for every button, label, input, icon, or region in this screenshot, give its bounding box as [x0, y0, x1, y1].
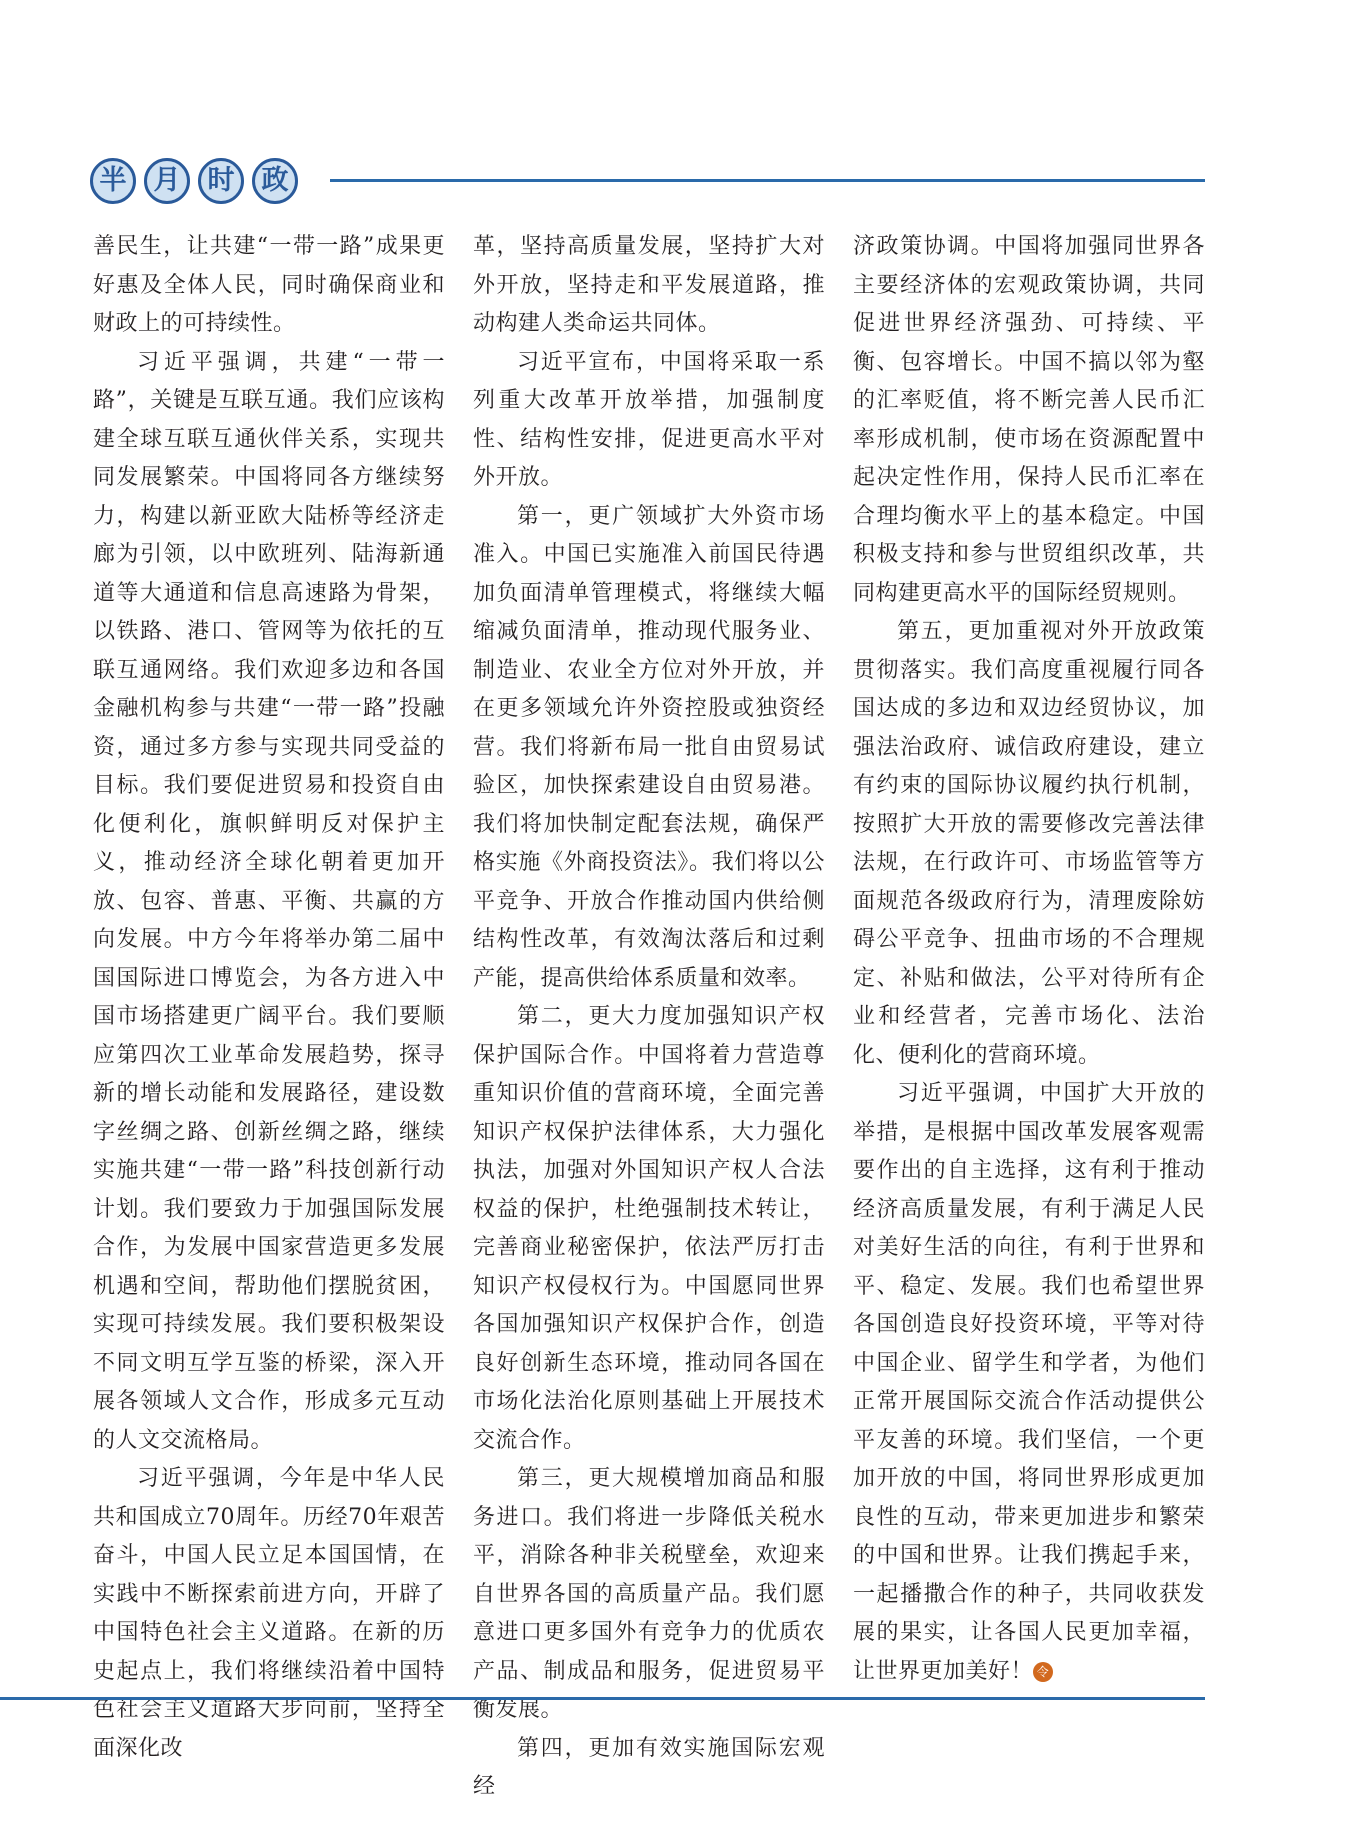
text-column-3 [853, 228, 1205, 1691]
paragraph: 第四，更加有效实施国际宏观经 [473, 1735, 825, 1799]
paragraph: 第一，更广领域扩大外资市场准入。中国已实施准入前国民待遇加负面清单管理模式，将继续大幅缩减负面清单，推动现代服务业、制造业、农业全方位对外开放，并在更多领域允许外资控股或独资经营。我们将新布局一批自由贸易试验区，加快探索建设自由贸易港。我们将加快制定配套法规，确保严格实施《外商投资法》。我们将以公平竞争、开放合作推动国内供给侧结构性改革，有效淘汰落后和过剩产能，提高供给体系质量和效率。 [473, 503, 825, 991]
paragraph: 革，坚持高质量发展，坚持扩大对外开放，坚持走和平发展道路，推动构建人类命运共同体。 [473, 234, 825, 336]
paragraph-text: 习近平强调，中国扩大开放的举措，是根据中国改革发展客观需要作出的自主选择，这有利于推动经济高质量发展，有利于满足人民对美好生活的向往，有利于世界和平、稳定、发展。我们也希望世界各国创造良好投资环境，平等对待中国企业、留学生和学者，为他们正常开展国际交流合作活动提供公平友善的环境。我们坚信，一个更加开放的中国，将同世界形成更加良性的互动，带来更加进步和繁荣的中国和世界。让我们携起手来，一起播撒合作的种子，共同收获发展的果实，让各国人民更加幸福，让世界更加美好！ [853, 1081, 1205, 1684]
paragraph: 第五，更加重视对外开放政策贯彻落实。我们高度重视履行同各国达成的多边和双边经贸协议，加强法治政府、诚信政府建设，建立有约束的国际协议履约执行机制，按照扩大开放的需要修改完善法律法规，在行政许可、市场监管等方面规范各级政府行为，清理废除妨碍公平竞争、扭曲市场的不合理规定、补贴和做法，公平对待所有企业和经营者，完善市场化、法治化、便利化的营商环境。 [853, 619, 1205, 1068]
end-of-article-icon: 令 [1033, 1662, 1053, 1682]
header-char-1: 半 [90, 158, 136, 204]
paragraph: 济政策协调。中国将加强同世界各主要经济体的宏观政策协调，共同促进世界经济强劲、可持续、平衡、包容增长。中国不搞以邻为壑的汇率贬值，将不断完善人民币汇率形成机制，使市场在资源配置中起决定性作用，保持人民币汇率在合理均衡水平上的基本稳定。中国积极支持和参与世贸组织改革，共同构建更高水平的国际经贸规则。 [853, 234, 1205, 606]
header-rule [330, 179, 1205, 182]
paragraph: 习近平强调，共建“一带一路”，关键是互联互通。我们应该构建全球互联互通伙伴关系，实现共同发展繁荣。中国将同各方继续努力，构建以新亚欧大陆桥等经济走廊为引领，以中欧班列、陆海新通道等大通道和信息高速路为骨架，以铁路、港口、管网等为依托的互联互通网络。我们欢迎多边和各国金融机构参与共建“一带一路”投融资，通过多方参与实现共同受益的目标。我们要促进贸易和投资自由化便利化，旗帜鲜明反对保护主义，推动经济全球化朝着更加开放、包容、普惠、平衡、共赢的方向发展。中方今年将举办第二届中国国际进口博览会，为各方进入中国市场搭建更广阔平台。我们要顺应第四次工业革命发展趋势，探寻新的增长动能和发展路径，建设数字丝绸之路、创新丝绸之路，继续实施共建“一带一路”科技创新行动计划。我们要致力于加强国际发展合作，为发展中国家营造更多发展机遇和空间，帮助他们摆脱贫困，实现可持续发展。我们要积极架设不同文明互学互鉴的桥梁，深入开展各领域人文合作，形成多元互动的人文交流格局。 [93, 349, 445, 1453]
text-column-1 [93, 228, 445, 1768]
paragraph: 习近平宣布，中国将采取一系列重大改革开放举措，加强制度性、结构性安排，促进更高水平对外开放。 [473, 349, 825, 490]
paragraph [853, 1075, 1205, 1691]
section-header [90, 158, 1205, 204]
text-column-2 [473, 228, 825, 1807]
header-char-2: 月 [144, 158, 190, 204]
paragraph: 第三，更大规模增加商品和服务进口。我们将进一步降低关税水平，消除各种非关税壁垒，欢迎来自世界各国的高质量产品。我们愿意进口更多国外有竞争力的优质农产品、制成品和服务，促进贸易平衡发展。 [473, 1466, 825, 1722]
header-char-3: 时 [198, 158, 244, 204]
paragraph: 善民生，让共建“一带一路”成果更好惠及全体人民，同时确保商业和财政上的可持续性。 [93, 234, 445, 336]
paragraph: 习近平强调，今年是中华人民共和国成立70周年。历经70年艰苦奋斗，中国人民立足本国国情，在实践中不断探索前进方向，开辟了中国特色社会主义道路。在新的历史起点上，我们将继续沿着中国特色社会主义道路大步向前，坚持全面深化改 [93, 1466, 445, 1761]
header-char-4: 政 [252, 158, 298, 204]
paragraph: 第二，更大力度加强知识产权保护国际合作。中国将着力营造尊重知识价值的营商环境，全面完善知识产权保护法律体系，大力强化执法，加强对外国知识产权人合法权益的保护，杜绝强制技术转让，完善商业秘密保护，依法严厉打击知识产权侵权行为。中国愿同世界各国加强知识产权保护合作，创造良好创新生态环境，推动同各国在市场化法治化原则基础上开展技术交流合作。 [473, 1004, 825, 1453]
footer-rule [0, 1697, 1205, 1700]
